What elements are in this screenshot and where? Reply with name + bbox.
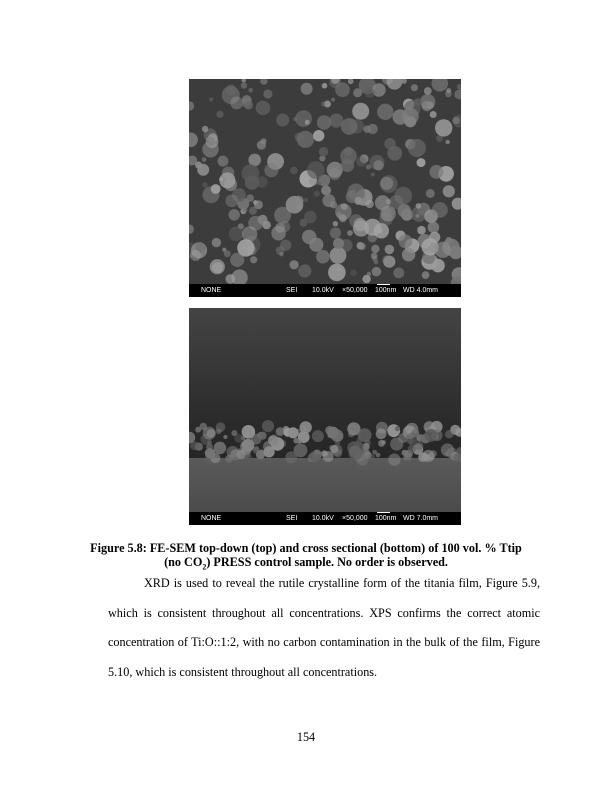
- sem-working-distance: WD 4.0mm: [403, 287, 438, 294]
- sem-detector-mode: SEI: [286, 515, 298, 522]
- sem-voltage: 10.0kV: [312, 515, 334, 522]
- caption-line-2: (no $CO_2$) PRESS control sample. No order is observed.: [164, 555, 448, 572]
- sem-image-cross-section: [189, 308, 461, 525]
- sem-scale: 100nm: [375, 515, 397, 522]
- sem-info-bar: [189, 284, 461, 297]
- sem-label: NONE: [201, 287, 222, 294]
- sem-micrograph-top: [189, 79, 461, 284]
- sem-voltage: 10.0kV: [312, 287, 334, 294]
- sem-working-distance: WD 7.0mm: [403, 515, 438, 522]
- sem-micrograph-bottom: [189, 308, 461, 512]
- caption-line-1: Figure 5.8: FE-SEM top-down (top) and cross sectional (bottom) of 100 vol. % Ttip: [90, 541, 522, 555]
- sem-magnification: ×50,000: [342, 515, 368, 522]
- sem-detector-mode: SEI: [286, 287, 298, 294]
- sem-info-bar: [189, 512, 461, 525]
- sem-scale: 100nm: [375, 287, 397, 294]
- body-paragraph: XRD is used to reveal the rutile crystalline form of the titania film, Figure 5.9, which is consistent throughout all concentrations. XPS confirms the correct atomic concentration of Ti:O::1:2, with no carbon contamination in the bulk of the film, Figure 5.10, which is consistent throughout all concentrations.: [108, 576, 540, 679]
- sem-magnification: ×50,000: [342, 287, 368, 294]
- page-number: 154: [296, 730, 316, 744]
- sem-image-top-down: [189, 79, 461, 297]
- sem-label: NONE: [201, 515, 222, 522]
